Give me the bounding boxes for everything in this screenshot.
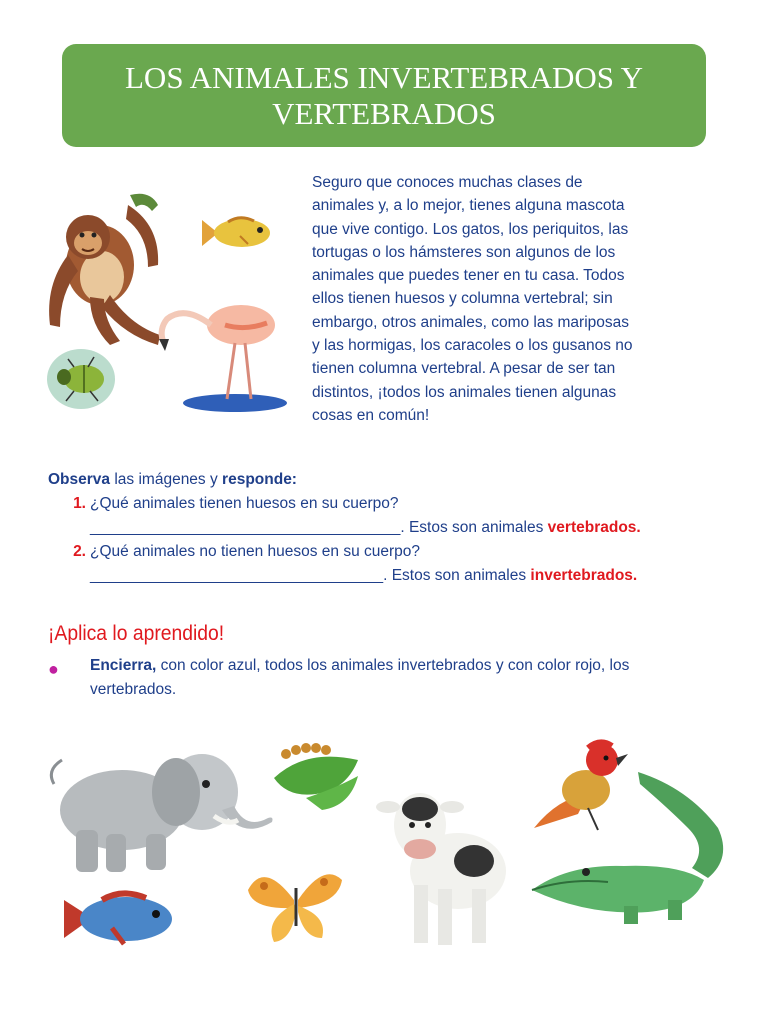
responde-label: responde: (222, 471, 297, 488)
question-text: ¿Qué animales tienen huesos en su cuerpo? (90, 495, 399, 512)
intro-line: tienen columna vertebral. A pesar de ser tan (312, 360, 616, 378)
intro-line: tortugas o los hámsteres son algunos de los (312, 243, 616, 261)
activity-lead: Encierra, (90, 657, 157, 674)
answer-line-2 (48, 564, 728, 588)
answer-blank[interactable]: ____________________________________ (90, 519, 401, 536)
question-number: 1. (73, 495, 86, 512)
answer-blank[interactable]: __________________________________ (90, 567, 384, 584)
intro-line: animales que puedes tener en tu casa. Todos (312, 267, 625, 285)
page-title-line1: LOS ANIMALES INVERTEBRADOS Y (125, 59, 643, 95)
fish-illustration (200, 212, 276, 254)
instructions-line (48, 468, 728, 492)
intro-line: y las hormigas, los caracoles o los gusanos no (312, 337, 633, 355)
intro-line: embargo, otros animales, como las mariposas (312, 313, 630, 331)
butterfly-illustration (244, 860, 346, 945)
answer-tail: . Estos son animales (400, 519, 548, 536)
answer-tail: . Estos son animales (383, 567, 531, 584)
answer-term: vertebrados. (547, 519, 641, 536)
question-2 (48, 540, 728, 564)
question-1 (48, 492, 728, 516)
orangutan-illustration (40, 185, 170, 360)
crocodile-illustration (528, 768, 733, 928)
page-title-line2: VERTEBRADOS (272, 95, 496, 131)
page-title-banner (62, 44, 706, 147)
answer-term: invertebrados. (530, 567, 638, 584)
observa-label: Observa (48, 471, 111, 488)
answer-line-1 (48, 516, 728, 540)
intro-paragraph (312, 171, 707, 427)
intro-line: animales y, a lo mejor, tienes alguna mascota (312, 197, 625, 215)
intro-line: ellos tienen huesos y columna vertebral; sin (312, 290, 613, 308)
activity-text (90, 654, 738, 678)
caterpillar-illustration (266, 738, 366, 813)
activity-item (48, 654, 738, 702)
flamingo-illustration (155, 295, 295, 415)
blue-fish-illustration (62, 888, 177, 950)
intro-line: Seguro que conoces muchas clases de (312, 174, 583, 191)
question-number: 2. (73, 543, 86, 560)
aplica-heading: ¡Aplica lo aprendido! (48, 622, 225, 645)
intro-line: que vive contigo. Los gatos, los periquitos, las (312, 220, 629, 238)
bullet-icon: ● (48, 659, 59, 679)
intro-line: cosas en común! (312, 406, 430, 424)
question-text: ¿Qué animales no tienen huesos en su cuerpo? (90, 543, 421, 560)
instructions-middle: las imágenes y (110, 471, 223, 488)
cow-illustration (374, 785, 514, 950)
activity-line2: vertebrados. (90, 681, 177, 698)
questions-section (48, 468, 728, 588)
intro-line: distintos, ¡todos los animales tienen algunas (312, 383, 617, 401)
activity-line1: con color azul, todos los animales invertebrados y con color rojo, los (156, 657, 630, 674)
elephant-illustration (42, 740, 277, 875)
beetle-illustration (44, 345, 118, 413)
